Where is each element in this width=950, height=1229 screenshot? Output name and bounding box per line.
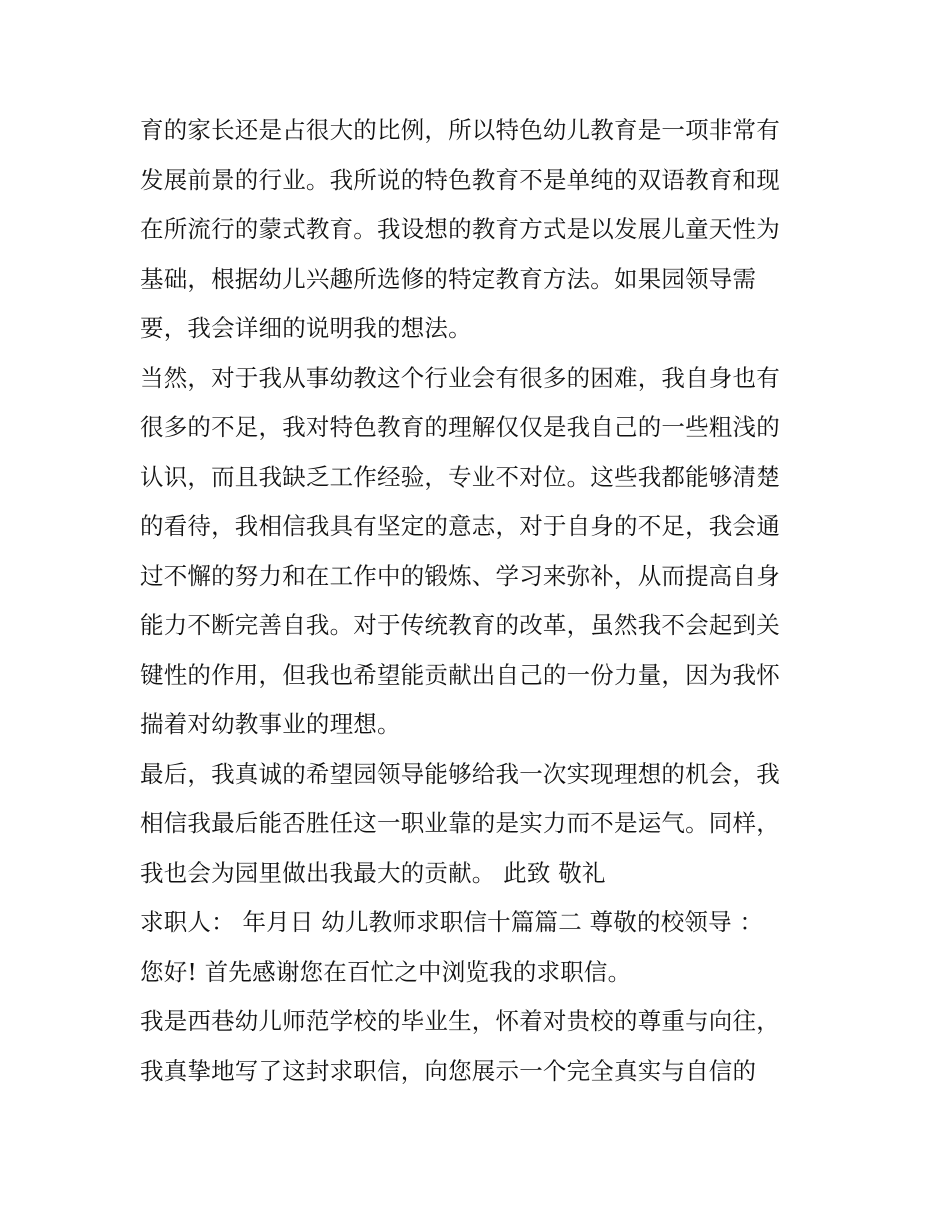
text-line: 我也会为园里做出我最大的贡献。 此致 敬礼 <box>140 858 606 887</box>
text-line: 基础，根据幼儿兴趣所选修的特定教育方法。如果园领导需 <box>140 264 757 293</box>
body-text <box>140 106 820 1096</box>
text-line: 我真挚地写了这封求职信，向您展示一个完全真实与自信的 <box>140 1056 757 1085</box>
text-line: 在所流行的蒙式教育。我设想的教育方式是以发展儿童天性为 <box>140 215 780 243</box>
text-line: 揣着对幼教事业的理想。 <box>140 710 401 738</box>
text-line: 求职人： 年月日 幼儿教师求职信十篇篇二 尊敬的校领导 ： <box>140 908 764 936</box>
text-line: 能力不断完善自我。对于传统教育的改革，虽然我不会起到关 <box>140 611 780 639</box>
text-line: 您好! 首先感谢您在百忙之中浏览我的求职信。 <box>140 957 632 986</box>
text-line: 很多的不足，我对特色教育的理解仅仅是我自己的一些粗浅的 <box>140 413 780 441</box>
text-line: 过不懈的努力和在工作中的锻炼、学习来弥补，从而提高自身 <box>140 561 780 590</box>
text-line: 我是西巷幼儿师范学校的毕业生，怀着对贵校的尊重与向往， <box>140 1007 780 1035</box>
text-line: 最后，我真诚的希望园领导能够给我一次实现理想的机会，我 <box>140 759 780 788</box>
text-line: 的看待，我相信我具有坚定的意志，对于自身的不足，我会通 <box>140 512 780 540</box>
text-line: 键性的作用，但我也希望能贡献出自己的一份力量，因为我怀 <box>140 660 780 689</box>
text-line: 要，我会详细的说明我的想法。 <box>140 314 472 342</box>
text-line: 认识，而且我缺乏工作经验，专业不对位。这些我都能够清楚 <box>140 462 780 491</box>
text-line: 发展前景的行业。我所说的特色教育不是单纯的双语教育和现 <box>140 165 780 194</box>
text-line: 当然，对于我从事幼教这个行业会有很多的困难，我自身也有 <box>140 363 780 392</box>
text-line: 相信我最后能否胜任这一职业靠的是实力而不是运气。同样， <box>140 809 780 837</box>
text-line: 育的家长还是占很大的比例，所以特色幼儿教育是一项非常有 <box>140 116 780 144</box>
